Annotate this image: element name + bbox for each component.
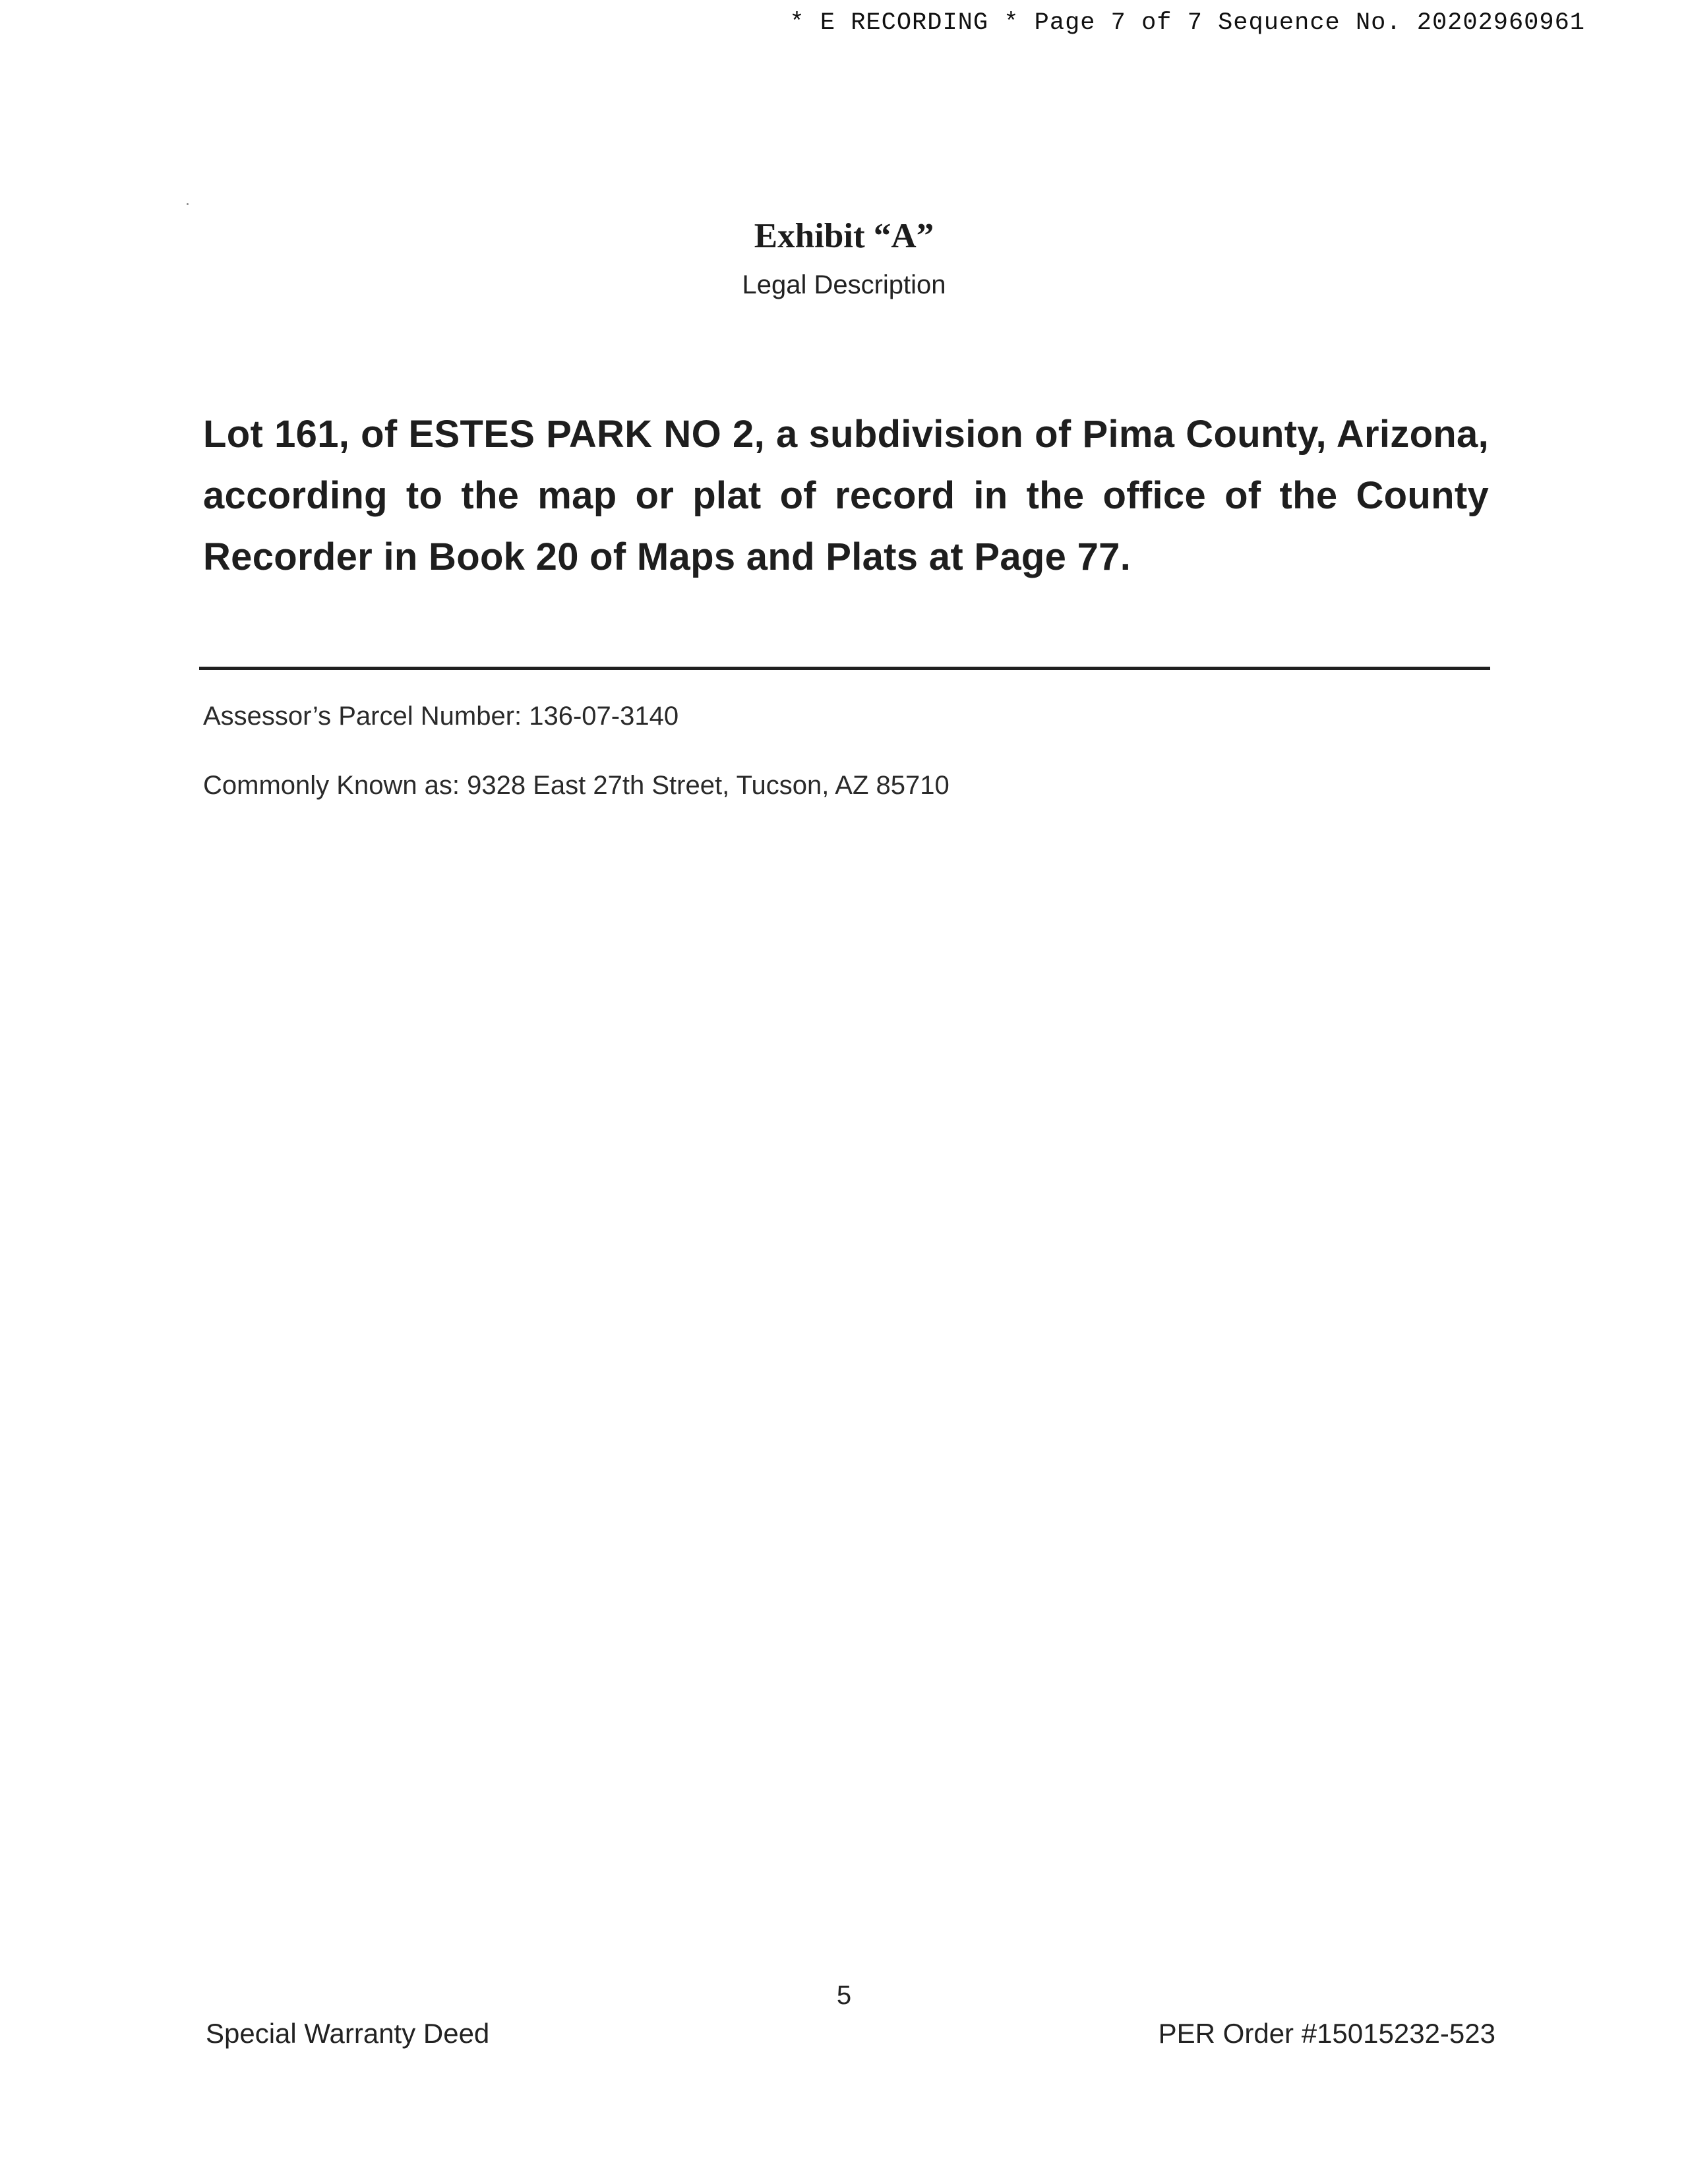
footer-order-number: PER Order #15015232-523 <box>1158 2018 1495 2049</box>
legal-description-paragraph: Lot 161, of ESTES PARK NO 2, a subdivision of Pima County, Arizona, according to the map or plat of record in the office of the County Recorder in Book 20 of Maps and Plats at Page 77. <box>203 413 1489 578</box>
footer-document-type: Special Warranty Deed <box>206 2018 490 2049</box>
commonly-known-as: Commonly Known as: 9328 East 27th Street, Tucson, AZ 85710 <box>203 771 950 800</box>
assessor-parcel-number: Assessor’s Parcel Number: 136-07-3140 <box>203 702 679 731</box>
page-number: 5 <box>836 1981 852 2010</box>
exhibit-subtitle: Legal Description <box>742 270 946 299</box>
horizontal-rule <box>199 667 1490 670</box>
exhibit-title: Exhibit “A” <box>754 217 934 255</box>
scan-speck <box>187 203 189 205</box>
recording-stamp-header: * E RECORDING * Page 7 of 7 Sequence No. 20202960961 <box>789 9 1585 37</box>
